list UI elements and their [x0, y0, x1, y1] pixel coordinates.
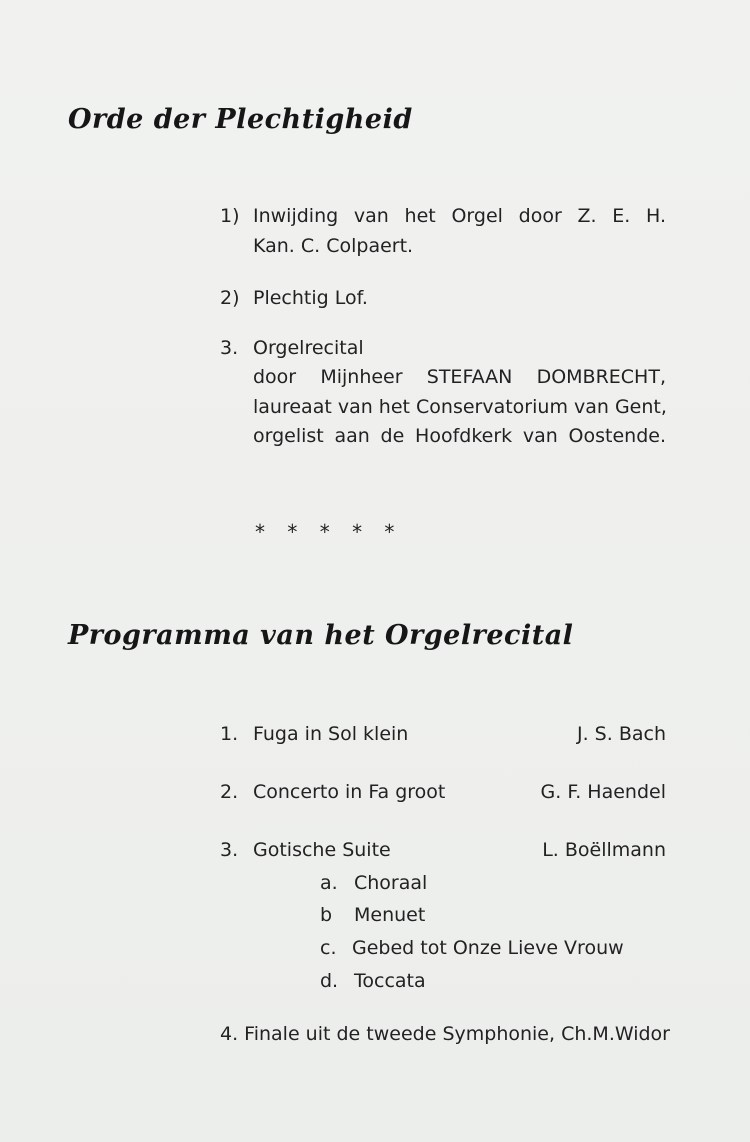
ceremony-item-1-number: 1) — [220, 205, 240, 227]
program-piece-3-title: Gotische Suite — [253, 839, 391, 861]
program-piece-1-composer: J. S. Bach — [577, 723, 666, 745]
ceremony-item-1-line-1: Inwijding van het Orgel door Z. E. H. — [253, 205, 666, 227]
ceremony-item-3-line-3: laureaat van het Conservatorium van Gent, — [253, 396, 667, 418]
movement-c-letter: c. — [320, 937, 337, 959]
ceremony-item-3-number: 3. — [220, 337, 239, 359]
movement-a-letter: a. — [320, 872, 338, 894]
ceremony-item-3-line-4: orgelist aan de Hoofdkerk van Oostende. — [253, 425, 666, 447]
ceremony-heading: Orde der Plechtigheid — [68, 104, 413, 135]
movement-d-title: Toccata — [354, 970, 426, 992]
program-piece-2-composer: G. F. Haendel — [540, 781, 666, 803]
program-piece-2-title: Concerto in Fa groot — [253, 781, 446, 803]
movement-b-letter: b — [320, 904, 333, 926]
movement-d-letter: d. — [320, 970, 339, 992]
ceremony-item-2-number: 2) — [220, 287, 240, 309]
program-piece-2-number: 2. — [220, 781, 239, 803]
separator-stars: * * * * * — [255, 520, 403, 544]
movement-b-title: Menuet — [354, 904, 426, 926]
program-finale: 4. Finale uit de tweede Symphonie, Ch.M.Widor — [220, 1023, 670, 1045]
ceremony-item-3-line-2: door Mijnheer STEFAAN DOMBRECHT, — [253, 366, 666, 388]
program-piece-3-number: 3. — [220, 839, 239, 861]
ceremony-item-2-line-1: Plechtig Lof. — [253, 287, 368, 309]
program-piece-1-number: 1. — [220, 723, 239, 745]
program-heading: Programma van het Orgelrecital — [68, 620, 574, 651]
movement-a-title: Choraal — [354, 872, 428, 894]
ceremony-item-3-line-1: Orgelrecital — [253, 337, 364, 359]
movement-c-title: Gebed tot Onze Lieve Vrouw — [352, 937, 624, 959]
program-piece-1-title: Fuga in Sol klein — [253, 723, 409, 745]
program-piece-3-composer: L. Boëllmann — [542, 839, 666, 861]
ceremony-item-1-line-2: Kan. C. Colpaert. — [253, 235, 414, 257]
